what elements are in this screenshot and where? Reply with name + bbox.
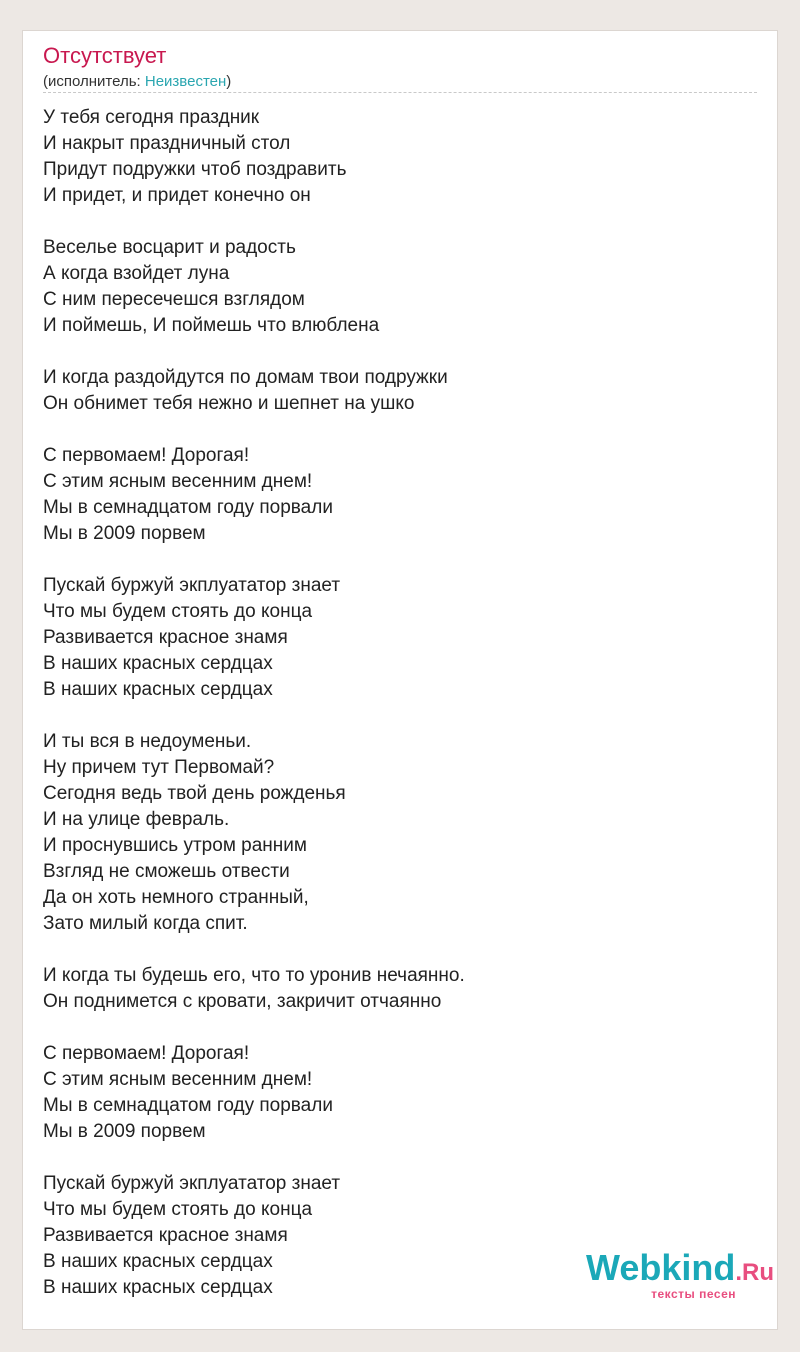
stanza-gap [43, 703, 465, 729]
lyric-line: С первомаем! Дорогая! [43, 1043, 250, 1064]
lyric-line: Сегодня ведь твой день рожденья [43, 783, 346, 804]
lyric-line: И поймешь, И поймешь что влюблена [43, 315, 380, 336]
lyric-line: Да он хоть немного странный, [43, 887, 309, 908]
lyrics-text [43, 105, 465, 1301]
lyric-line: Что мы будем стоять до конца [43, 601, 313, 622]
lyric-line: С первомаем! Дорогая! [43, 445, 250, 466]
stanza-gap [43, 1015, 465, 1041]
lyric-line: В наших красных сердцах [43, 679, 273, 700]
lyric-line: И когда ты будешь его, что то уронив нечаянно. [43, 965, 465, 986]
lyric-line: Ну причем тут Первомай? [43, 757, 275, 778]
lyric-line: Пускай буржуй экплуататор знает [43, 1173, 341, 1194]
lyric-line: У тебя сегодня праздник [43, 107, 260, 128]
lyric-line: В наших красных сердцах [43, 653, 273, 674]
lyric-line: Что мы будем стоять до конца [43, 1199, 313, 1220]
lyric-line: Он обнимет тебя нежно и шепнет на ушко [43, 393, 415, 414]
lyric-line: Мы в семнадцатом году порвали [43, 497, 333, 518]
lyric-line: И проснувшись утром ранним [43, 835, 307, 856]
stanza-gap [43, 1145, 465, 1171]
lyric-line: Взгляд не сможешь отвести [43, 861, 290, 882]
lyric-line: И когда раздойдутся по домам твои подружки [43, 367, 448, 388]
logo-tagline: тексты песен [651, 1287, 736, 1301]
stanza-gap [43, 547, 465, 573]
lyric-line: Пускай буржуй экплуататор знает [43, 575, 341, 596]
stanza-gap [43, 209, 465, 235]
lyric-line: Веселье восцарит и радость [43, 237, 296, 258]
lyric-line: Мы в 2009 порвем [43, 523, 206, 544]
lyric-line: С ним пересечешся взглядом [43, 289, 305, 310]
lyric-line: Придут подружки чтоб поздравить [43, 159, 347, 180]
artist-suffix: ) [226, 73, 232, 90]
lyric-line: Зато милый когда спит. [43, 913, 248, 934]
stanza-gap [43, 417, 465, 443]
lyric-line: И на улице февраль. [43, 809, 230, 830]
lyric-line: А когда взойдет луна [43, 263, 230, 284]
lyric-line: И придет, и придет конечно он [43, 185, 311, 206]
lyric-line: Мы в 2009 порвем [43, 1121, 206, 1142]
lyric-line: Он поднимется с кровати, закричит отчаянно [43, 991, 442, 1012]
stanza-gap [43, 339, 465, 365]
lyric-line: В наших красных сердцах [43, 1251, 273, 1272]
artist-line [43, 73, 231, 90]
artist-link[interactable]: Неизвестен [144, 73, 227, 90]
stanza-gap [43, 937, 465, 963]
lyric-line: В наших красных сердцах [43, 1277, 273, 1298]
site-logo[interactable] [585, 1247, 774, 1305]
lyric-line: С этим ясным весенним днем! [43, 1069, 313, 1090]
lyric-line: И накрыт праздничный стол [43, 133, 291, 154]
lyric-line: Развивается красное знамя [43, 1225, 288, 1246]
song-title: Отсутствует [43, 43, 167, 68]
lyric-line: Мы в семнадцатом году порвали [43, 1095, 333, 1116]
lyric-line: Развивается красное знамя [43, 627, 288, 648]
title-divider [43, 92, 757, 93]
lyric-line: С этим ясным весенним днем! [43, 471, 313, 492]
logo-main-text: Webkind [585, 1247, 736, 1288]
logo-tld: .Ru [735, 1259, 774, 1286]
lyric-line: И ты вся в недоуменьи. [43, 731, 252, 752]
artist-prefix: (исполнитель: [43, 73, 145, 90]
lyrics-card [22, 30, 778, 1330]
